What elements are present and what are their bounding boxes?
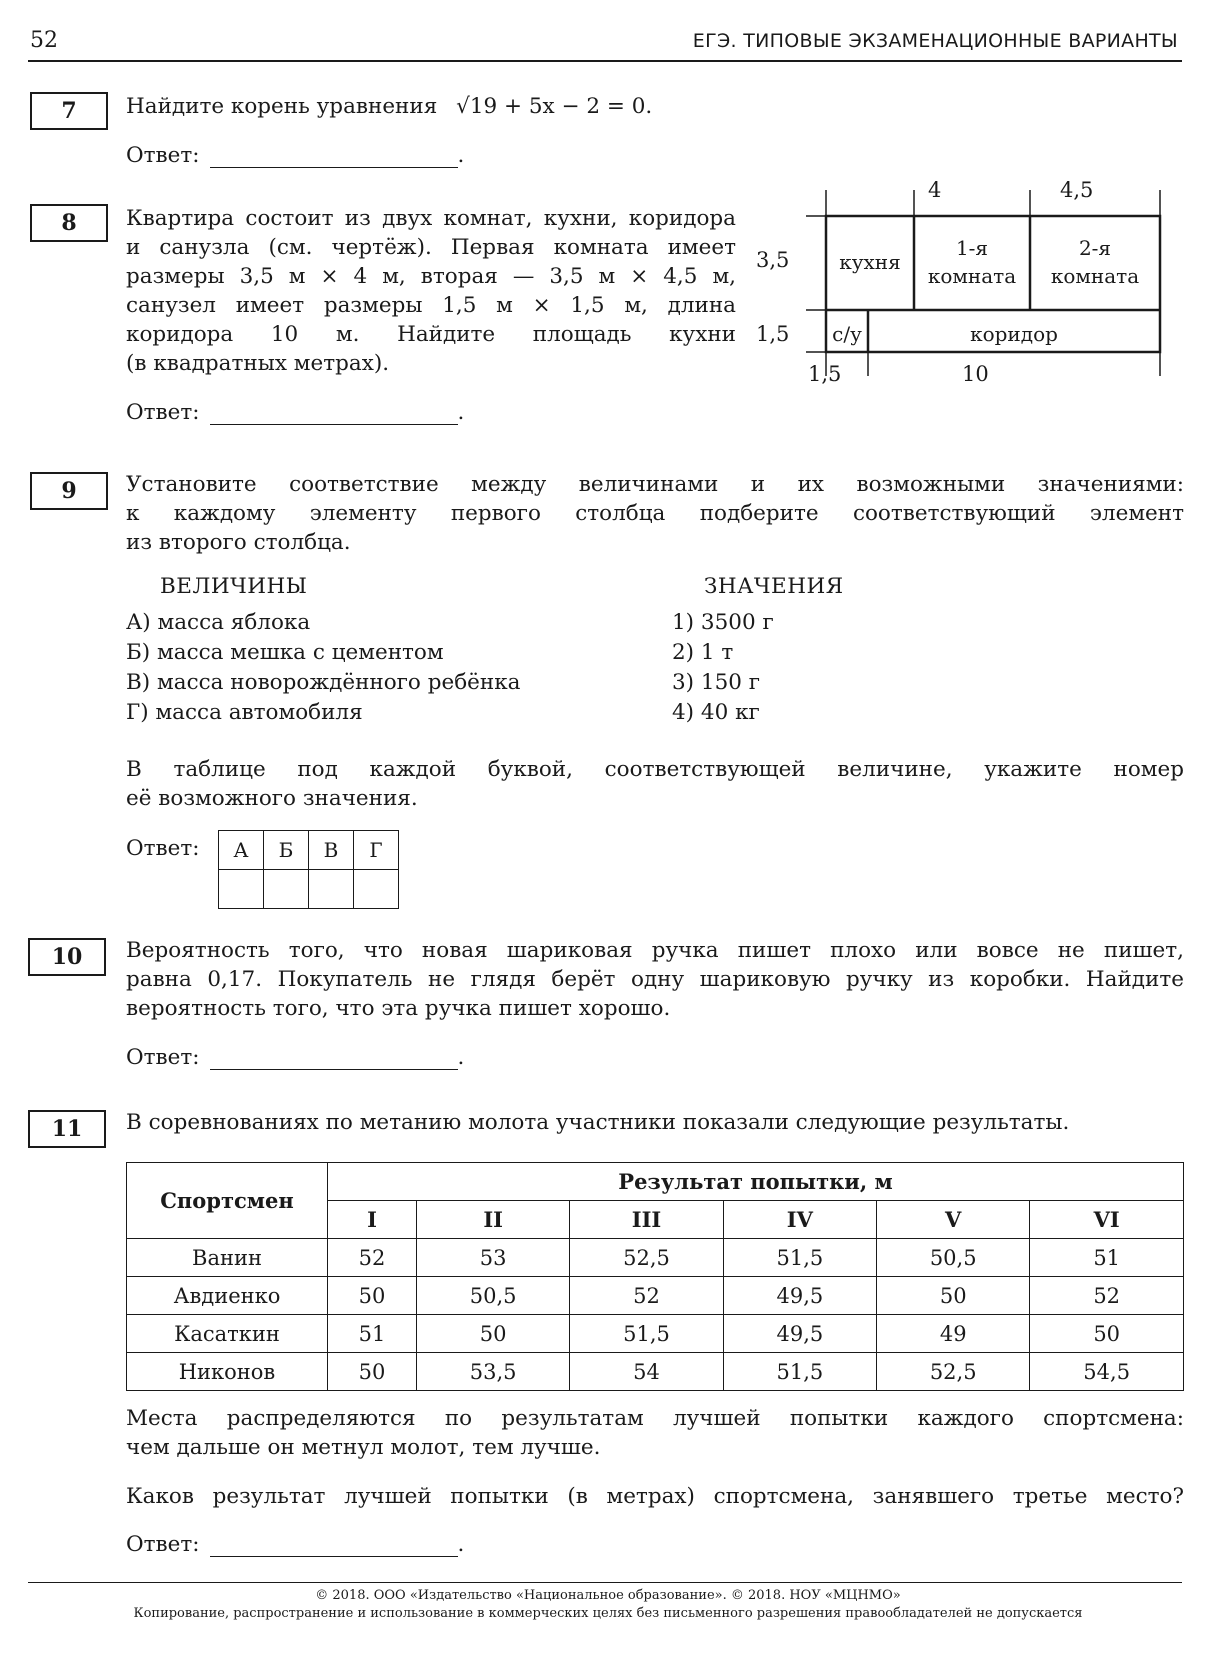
plan-kitchen: кухня xyxy=(839,250,901,274)
result-cell: 50 xyxy=(1030,1315,1184,1353)
athlete-column-header: Спортсмен xyxy=(127,1163,328,1239)
task11-rule xyxy=(126,1404,1184,1462)
task9-text xyxy=(126,470,1184,557)
task9-instruction-line: её возможного значения. xyxy=(126,786,418,811)
plan-corridor: коридор xyxy=(970,322,1058,346)
answer-letter-v: В xyxy=(309,831,354,870)
plan-dim-room2-width: 4,5 xyxy=(1060,178,1094,202)
task-number-11: 11 xyxy=(28,1110,106,1148)
result-cell: 50 xyxy=(328,1353,417,1391)
task9-instruction xyxy=(126,755,1184,813)
quantities-list xyxy=(126,608,520,728)
result-cell: 50 xyxy=(417,1315,570,1353)
task8-line: размеры 3,5 м × 4 м, вторая — 3,5 м × 4,5 м, xyxy=(126,264,736,289)
plan-bathroom: с/у xyxy=(832,322,862,346)
copyright-notice: Копирование, распространение и использование в коммерческих целях без письменного разрешения правообладателей не допускается xyxy=(133,1606,1083,1621)
result-cell: 50,5 xyxy=(877,1239,1030,1277)
answer-letter-b: Б xyxy=(264,831,309,870)
answer-label: Ответ: xyxy=(126,400,200,425)
answer-period: . xyxy=(457,400,465,425)
task7-equation: √19 + 5x − 2 = 0. xyxy=(456,94,653,119)
plan-room-1-label: комната xyxy=(927,264,1017,288)
task9-answer-table xyxy=(218,830,399,909)
answer-cell-a[interactable] xyxy=(219,870,264,909)
plan-room-2-label: комната xyxy=(1050,264,1140,288)
result-cell: 53,5 xyxy=(417,1353,570,1391)
result-cell: 52,5 xyxy=(570,1239,723,1277)
task10-text xyxy=(126,936,1184,1023)
task7-question xyxy=(126,92,652,121)
answer-label: Ответ: xyxy=(126,1045,200,1070)
plan-dim-corridor-length: 10 xyxy=(962,362,989,386)
result-cell: 52,5 xyxy=(877,1353,1030,1391)
value-item: 4) 40 кг xyxy=(672,700,760,725)
task8-text xyxy=(126,204,736,378)
task8-line: Квартира состоит из двух комнат, кухни, коридора xyxy=(126,206,736,231)
plan-room-1-number: 1-я xyxy=(955,236,989,260)
table-row xyxy=(127,1315,1184,1353)
task11-rule-line: чем дальше он метнул молот, тем лучше. xyxy=(126,1435,601,1460)
table-row xyxy=(127,1353,1184,1391)
athlete-name: Никонов xyxy=(127,1353,328,1391)
plan-dim-rooms-height: 3,5 xyxy=(756,248,790,272)
result-cell: 51 xyxy=(1030,1239,1184,1277)
quantity-item: Б) масса мешка с цементом xyxy=(126,640,444,665)
quantity-item: А) масса яблока xyxy=(126,610,311,635)
page-number: 52 xyxy=(30,28,58,53)
values-header: ЗНАЧЕНИЯ xyxy=(704,574,844,599)
result-cell: 49,5 xyxy=(723,1277,876,1315)
quantity-item: Г) масса автомобиля xyxy=(126,700,363,725)
attempt-header: I xyxy=(328,1201,417,1239)
quantities-header: ВЕЛИЧИНЫ xyxy=(160,574,308,599)
result-cell: 50,5 xyxy=(417,1277,570,1315)
result-cell: 51,5 xyxy=(723,1239,876,1277)
attempt-header: IV xyxy=(723,1201,876,1239)
result-cell: 54,5 xyxy=(1030,1353,1184,1391)
plan-room-2 xyxy=(1030,234,1160,290)
task10-line: вероятность того, что эта ручка пишет хорошо. xyxy=(126,996,671,1021)
answer-blank[interactable] xyxy=(210,147,458,168)
result-cell: 53 xyxy=(417,1239,570,1277)
task8-line: и санузла (см. чертёж). Первая комната имеет xyxy=(126,235,736,260)
value-item: 3) 150 г xyxy=(672,670,761,695)
result-cell: 51,5 xyxy=(723,1353,876,1391)
result-cell: 51,5 xyxy=(570,1315,723,1353)
plan-room-2-number: 2-я xyxy=(1078,236,1112,260)
athlete-name: Авдиенко xyxy=(127,1277,328,1315)
answer-period: . xyxy=(457,1045,465,1070)
answer-period: . xyxy=(457,1532,465,1557)
attempt-result-header: Результат попытки, м xyxy=(328,1163,1184,1201)
table-row xyxy=(127,1239,1184,1277)
answer-label: Ответ: xyxy=(126,1532,200,1557)
footer-rule xyxy=(28,1582,1182,1583)
task11-question: Каков результат лучшей попытки (в метрах) спортсмена, занявшего третье место? xyxy=(126,1484,1184,1509)
task9-answer-label: Ответ: xyxy=(126,836,200,861)
task10-line: Вероятность того, что новая шариковая ручка пишет плохо или вовсе не пишет, xyxy=(126,938,1184,963)
task11-intro: В соревнованиях по метанию молота участники показали следующие результаты. xyxy=(126,1110,1070,1135)
athlete-name: Касаткин xyxy=(127,1315,328,1353)
task-number-9: 9 xyxy=(30,472,108,510)
result-cell: 52 xyxy=(1030,1277,1184,1315)
attempt-header: II xyxy=(417,1201,570,1239)
attempt-header: VI xyxy=(1030,1201,1184,1239)
copyright-line: © 2018. ООО «Издательство «Национальное образование». © 2018. НОУ «МЦНМО» xyxy=(315,1588,901,1603)
task8-line: (в квадратных метрах). xyxy=(126,351,390,376)
result-cell: 54 xyxy=(570,1353,723,1391)
task-number-7: 7 xyxy=(30,92,108,130)
answer-blank[interactable] xyxy=(210,1049,458,1070)
plan-dim-bathroom-width: 1,5 xyxy=(808,362,842,386)
athlete-name: Ванин xyxy=(127,1239,328,1277)
quantity-item: В) масса новорождённого ребёнка xyxy=(126,670,521,695)
attempt-header: III xyxy=(570,1201,723,1239)
answer-cell-g[interactable] xyxy=(354,870,399,909)
plan-dim-room1-width: 4 xyxy=(928,178,942,202)
task9-instruction-line: В таблице под каждой буквой, соответствующей величине, укажите номер xyxy=(126,757,1184,782)
result-cell: 49,5 xyxy=(723,1315,876,1353)
results-table xyxy=(126,1162,1184,1391)
task10-line: равна 0,17. Покупатель не глядя берёт одну шариковую ручку из коробки. Найдите xyxy=(126,967,1184,992)
plan-dim-corridor-height: 1,5 xyxy=(756,322,790,346)
answer-label: Ответ: xyxy=(126,143,200,168)
result-cell: 50 xyxy=(877,1277,1030,1315)
answer-letter-a: А xyxy=(219,831,264,870)
answer-cell-b[interactable] xyxy=(264,870,309,909)
value-item: 2) 1 т xyxy=(672,640,734,665)
header-rule xyxy=(28,60,1182,62)
task-number-10: 10 xyxy=(28,938,106,976)
task11-answer xyxy=(126,1532,464,1557)
result-cell: 49 xyxy=(877,1315,1030,1353)
task11-rule-line: Места распределяются по результатам лучшей попытки каждого спортсмена: xyxy=(126,1406,1184,1431)
task8-line: санузел имеет размеры 1,5 м × 1,5 м, длина xyxy=(126,293,736,318)
attempt-header: V xyxy=(877,1201,1030,1239)
task9-line: к каждому элементу первого столбца подберите соответствующий элемент xyxy=(126,501,1184,526)
result-cell: 52 xyxy=(570,1277,723,1315)
result-cell: 52 xyxy=(328,1239,417,1277)
running-header-title: ЕГЭ. ТИПОВЫЕ ЭКЗАМЕНАЦИОННЫЕ ВАРИАНТЫ xyxy=(692,30,1178,52)
task9-line: из второго столбца. xyxy=(126,530,351,555)
answer-blank[interactable] xyxy=(210,1536,458,1557)
task8-answer xyxy=(126,400,464,425)
task7-text: Найдите корень уравнения xyxy=(126,94,438,119)
answer-cell-v[interactable] xyxy=(309,870,354,909)
values-list xyxy=(672,608,774,728)
answer-blank[interactable] xyxy=(210,404,458,425)
answer-letter-g: Г xyxy=(354,831,399,870)
task9-line: Установите соответствие между величинами и их возможными значениями: xyxy=(126,472,1184,497)
task7-answer xyxy=(126,143,464,168)
table-row xyxy=(127,1277,1184,1315)
value-item: 1) 3500 г xyxy=(672,610,774,635)
task-number-8: 8 xyxy=(30,204,108,242)
answer-period: . xyxy=(457,143,465,168)
task8-line: коридора 10 м. Найдите площадь кухни xyxy=(126,322,736,347)
plan-room-1 xyxy=(914,234,1030,290)
result-cell: 51 xyxy=(328,1315,417,1353)
result-cell: 50 xyxy=(328,1277,417,1315)
task10-answer xyxy=(126,1045,464,1070)
